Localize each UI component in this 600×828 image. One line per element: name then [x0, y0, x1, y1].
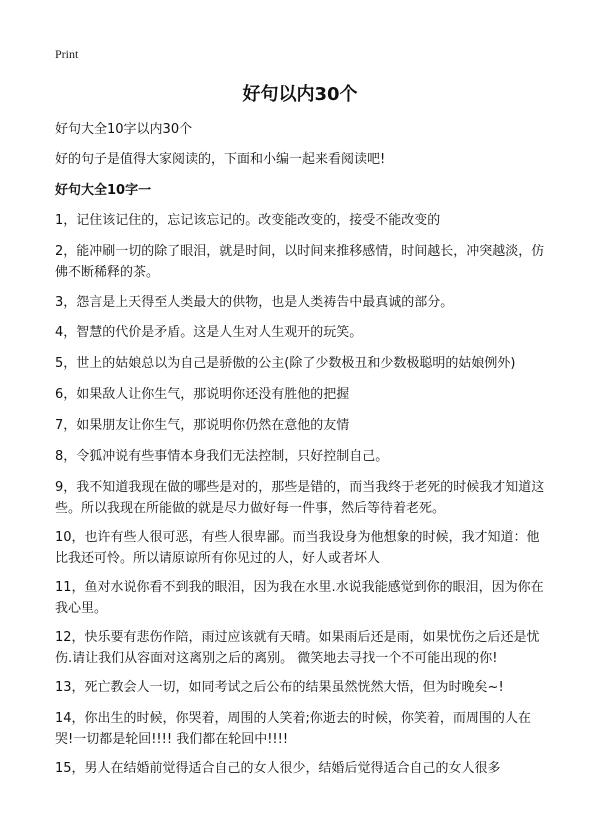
- list-item-number: 4，: [55, 325, 77, 340]
- list-item: [55, 577, 547, 619]
- list-item-number: 10，: [55, 530, 85, 545]
- list-item-text: 鱼对水说你看不到我的眼泪，因为我在水里.水说我能感觉到你的眼泪，因为你在我心里。: [55, 580, 544, 616]
- list-item-text: 快乐要有悲伤作陪，雨过应该就有天晴。如果雨后还是雨，如果忧伤之后还是忧伤.请让我们从容面对这离别之后的离别。 微笑地去寻找一个不可能出现的你!: [55, 630, 540, 666]
- list-item-text: 怨言是上天得至人类最大的供物，也是人类祷告中最真诚的部分。: [76, 295, 454, 310]
- list-item-number: 3，: [55, 295, 77, 310]
- list-item-number: 2，: [55, 244, 77, 259]
- list-item-number: 14，: [55, 711, 85, 726]
- list-item: [55, 477, 547, 519]
- list-item-number: 6，: [55, 387, 77, 402]
- list-item-number: 8，: [55, 449, 77, 464]
- intro-paragraph: 好的句子是值得大家阅读的，下面和小编一起来看阅读吧!: [55, 152, 386, 167]
- list-item-text: 智慧的代价是矛盾。这是人生对人生观开的玩笑。: [76, 325, 363, 340]
- list-item: [55, 322, 547, 343]
- list-item-number: 9，: [55, 480, 77, 495]
- list-item: [55, 708, 547, 750]
- list-item-text: 令狐冲说有些事情本身我们无法控制，只好控制自己。: [76, 449, 389, 464]
- list-item-text: 能冲刷一切的除了眼泪，就是时间，以时间来推移感情，时间越长，冲突越淡，仿佛不断稀释的茶。: [55, 244, 545, 280]
- list-item: [55, 627, 547, 669]
- list-item-text: 记住该记住的，忘记该忘记的。改变能改变的，接受不能改变的: [76, 213, 441, 228]
- list-item: [55, 384, 547, 405]
- page-title: 好句以内30个: [242, 84, 358, 105]
- list-item-text: 你出生的时候，你哭着，周围的人笑着;你逝去的时候，你笑着，而周围的人在哭!一切都是轮回!!!! 我们都在轮回中!!!!: [55, 711, 531, 747]
- list-item-number: 13，: [55, 680, 85, 695]
- list-item: [55, 415, 547, 436]
- print-label: Print: [55, 47, 79, 61]
- list-item-text: 如果朋友让你生气，那说明你仍然在意他的友情: [76, 418, 350, 433]
- list-item-number: 7，: [55, 418, 77, 433]
- document-subtitle: 好句大全10字以内30个: [55, 122, 193, 137]
- list-item: [55, 353, 547, 374]
- section-heading: 好句大全10字一: [55, 183, 152, 198]
- list-item: [55, 677, 547, 698]
- list-item: [55, 446, 547, 467]
- list-item: [55, 527, 547, 569]
- list-item-text: 世上的姑娘总以为自己是骄傲的公主(除了少数极丑和少数极聪明的姑娘例外): [76, 356, 516, 371]
- list-item-number: 11，: [55, 580, 85, 595]
- list-item-text: 也许有些人很可恶，有些人很卑鄙。而当我设身为他想象的时候，我才知道：他比我还可怜。所以请原谅所有你见过的人，好人或者坏人: [55, 530, 540, 566]
- list-item-number: 15，: [55, 761, 85, 776]
- list-item: [55, 292, 547, 313]
- list-item-text: 男人在结婚前觉得适合自己的女人很少，结婚后觉得适合自己的女人很多: [84, 761, 501, 776]
- list-item: [55, 241, 547, 283]
- list-item-number: 5，: [55, 356, 77, 371]
- list-item-number: 1，: [55, 213, 77, 228]
- list-item-text: 我不知道我现在做的哪些是对的，那些是错的，而当我终于老死的时候我才知道这些。所以我现在所能做的就是尽力做好每一件事，然后等待着老死。: [55, 480, 545, 516]
- list-item-text: 如果敌人让你生气，那说明你还没有胜他的把握: [76, 387, 350, 402]
- list-item-number: 12，: [55, 630, 85, 645]
- list-item-text: 死亡教会人一切，如同考试之后公布的结果虽然恍然大悟，但为时晚矣~!: [84, 680, 504, 695]
- list-item: [55, 210, 547, 231]
- list-item: [55, 758, 547, 779]
